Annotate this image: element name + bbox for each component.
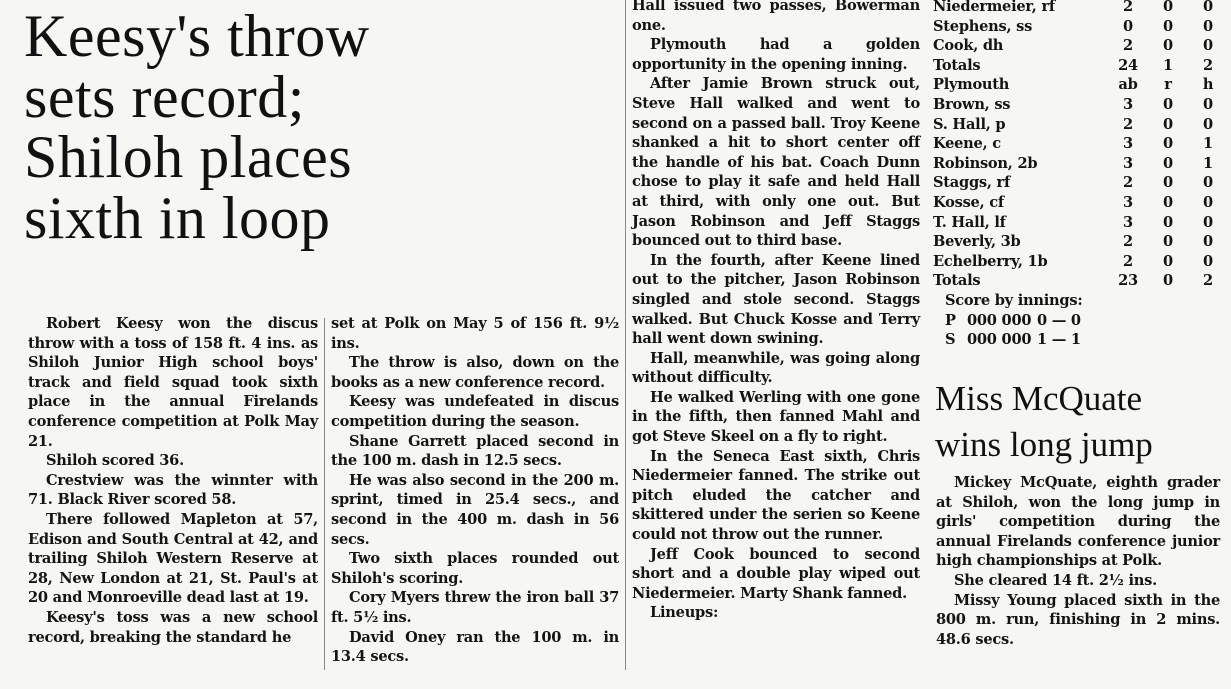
stat-r: 0 — [1163, 0, 1173, 15]
stat-r: 0 — [1163, 135, 1173, 153]
player-name: S. Hall, p — [933, 115, 1006, 133]
box-team-header — [930, 75, 1230, 95]
box-row — [930, 173, 1230, 193]
stat-ab: 3 — [1123, 154, 1133, 172]
stat-r: 0 — [1163, 193, 1173, 211]
paragraph: Jeff Cook bounced to second short and a double play wiped out Niedermeier. Marty Shank fanned. — [632, 545, 920, 602]
box-row — [930, 36, 1230, 56]
paragraph: Hall, meanwhile, was going along without difficulty. — [632, 349, 920, 387]
stat-r: 0 — [1163, 17, 1173, 35]
stat-h: 1 — [1203, 154, 1213, 172]
player-name: T. Hall, lf — [933, 213, 1006, 231]
paragraph: Two sixth places rounded out Shiloh's scoring. — [331, 550, 619, 587]
article-column-3 — [632, 0, 920, 623]
player-name: Cook, dh — [933, 37, 1004, 55]
main-headline — [24, 3, 494, 251]
score-line — [945, 311, 1230, 331]
team-name: Plymouth — [933, 76, 1010, 94]
stat-r: 0 — [1163, 213, 1173, 231]
paragraph: She cleared 14 ft. 2½ ins. — [954, 571, 1157, 589]
score-line — [945, 330, 1230, 350]
box-row — [930, 193, 1230, 213]
stat-h: 0 — [1203, 193, 1213, 211]
stat-h: 0 — [1203, 115, 1213, 133]
team-initial: P — [945, 311, 956, 329]
box-score — [930, 0, 1230, 350]
stat-ab: 2 — [1123, 252, 1133, 270]
player-name: Totals — [933, 272, 981, 290]
stat-r: 0 — [1163, 95, 1173, 113]
stat-ab: 2 — [1123, 0, 1133, 15]
box-row — [930, 154, 1230, 174]
stat-ab: 2 — [1123, 233, 1133, 251]
stat-h: 2 — [1203, 56, 1213, 74]
column-divider — [625, 0, 626, 670]
player-name: Kosse, cf — [933, 193, 1004, 211]
innings: 000 000 — [967, 331, 1032, 349]
paragraph: Crestview was the winnter with 71. Black River scored 58. — [28, 471, 318, 509]
stat-r: 0 — [1163, 37, 1173, 55]
final-score: 1 — 1 — [1037, 331, 1081, 349]
headline-line: Keesy's throw — [24, 3, 370, 69]
player-name: Beverly, 3b — [933, 233, 1021, 251]
stat-r: 0 — [1163, 115, 1173, 133]
stat-ab: 3 — [1123, 135, 1133, 153]
paragraph: He walked Werling with one gone in the fifth, then fanned Mahl and got Steve Skeel on a fly to right. — [632, 388, 920, 446]
paragraph: Keesy's toss was a new school record, breaking the standard he — [28, 608, 318, 646]
box-row — [930, 232, 1230, 252]
paragraph: The throw is also, down on the books as a new conference record. — [331, 354, 619, 391]
paragraph: Mickey McQuate, eighth grader at Shiloh, won the long jump in girls' competition during the annual Firelands conference junior high championships at Polk. — [936, 474, 1220, 570]
header-h: h — [1202, 76, 1214, 94]
paragraph: Plymouth had a golden opportunity in the opening inning. — [632, 36, 920, 73]
article-column-4 — [936, 473, 1220, 649]
score-by-innings — [930, 291, 1230, 350]
paragraph: Missy Young placed sixth in the 800 m. run, finishing in 2 mins. 48.6 secs. — [936, 591, 1220, 648]
stat-ab: 3 — [1123, 213, 1133, 231]
box-row — [930, 134, 1230, 154]
player-name: Robinson, 2b — [933, 154, 1038, 172]
stat-r: 0 — [1163, 174, 1173, 192]
paragraph: Shiloh scored 36. — [46, 452, 184, 470]
stat-ab: 2 — [1123, 115, 1133, 133]
paragraph: Shane Garrett placed second in the 100 m. dash in 12.5 secs. — [331, 432, 619, 470]
box-row — [930, 115, 1230, 135]
header-r: r — [1164, 76, 1172, 94]
paragraph: In the Seneca East sixth, Chris Niedermeier fanned. The strike out pitch eluded the catcher and skittered under the serien so Keene could not throw out the runner. — [632, 447, 920, 544]
box-row — [930, 0, 1230, 17]
paragraph: Lineups: — [650, 604, 719, 622]
headline-line: Shiloh places — [24, 124, 353, 190]
paragraph: In the fourth, after Keene lined out to the pitcher, Jason Robinson singled and stole second. Staggs walked. But Chuck Kosse and Terry hall went down swining. — [632, 251, 920, 348]
stat-h: 0 — [1203, 95, 1213, 113]
stat-h: 0 — [1203, 174, 1213, 192]
stat-r: 1 — [1163, 56, 1173, 74]
second-headline — [935, 376, 1230, 468]
box-row — [930, 95, 1230, 115]
paragraph: Hall issued two passes, Bowerman one. — [632, 0, 920, 34]
final-score: 0 — 0 — [1037, 311, 1081, 329]
player-name: Totals — [933, 56, 981, 74]
stat-r: 0 — [1163, 252, 1173, 270]
box-row — [930, 17, 1230, 37]
stat-ab: 2 — [1123, 37, 1133, 55]
header-ab: ab — [1118, 76, 1138, 94]
stat-ab: 24 — [1118, 56, 1138, 74]
stat-ab: 3 — [1123, 193, 1133, 211]
stat-ab: 23 — [1118, 272, 1138, 290]
paragraph: After Jamie Brown struck out, Steve Hall walked and went to second on a passed ball. Troy Keene shanked a hit to short center off the handle of his bat. Coach Dunn chose to play it safe and held Hall at third, with only one out. But Jason Robinson and Jeff Staggs bounced out to third base. — [632, 75, 920, 250]
box-row-totals — [930, 271, 1230, 291]
column-divider — [324, 318, 325, 670]
stat-r: 0 — [1163, 233, 1173, 251]
stat-h: 1 — [1203, 135, 1213, 153]
box-row — [930, 213, 1230, 233]
player-name: Stephens, ss — [933, 17, 1033, 35]
stat-ab: 0 — [1123, 17, 1133, 35]
headline-line: Miss McQuate — [935, 379, 1143, 418]
stat-ab: 2 — [1123, 174, 1133, 192]
stat-h: 0 — [1203, 252, 1213, 270]
paragraph: There followed Mapleton at 57, Edison and South Central at 42, and trailing Shiloh Western Reserve at 28, New London at 21, St. Paul's at 20 and Monroeville dead last at 19. — [28, 510, 318, 607]
article-column-1 — [28, 314, 318, 647]
player-name: Echelberry, 1b — [933, 252, 1048, 270]
stat-h: 0 — [1203, 37, 1213, 55]
paragraph: Cory Myers threw the iron ball 37 ft. 5½ ins. — [331, 589, 619, 626]
player-name: Keene, c — [933, 135, 1001, 153]
team-initial: S — [945, 331, 956, 349]
paragraph: He was also second in the 200 m. sprint, timed in 25.4 secs., and second in the 400 m. dash in 56 secs. — [331, 471, 619, 548]
stat-h: 2 — [1203, 272, 1213, 290]
player-name: Brown, ss — [933, 95, 1011, 113]
box-row-totals — [930, 56, 1230, 76]
stat-h: 0 — [1203, 233, 1213, 251]
stat-ab: 3 — [1123, 95, 1133, 113]
paragraph: Robert Keesy won the discus throw with a toss of 158 ft. 4 ins. as Shiloh Junior High school boys' track and field squad took sixth place in the annual Firelands conference competition at Polk May 21. — [28, 315, 318, 450]
headline-line: wins long jump — [935, 425, 1153, 464]
stat-h: 0 — [1203, 0, 1213, 15]
paragraph: Keesy was undefeated in discus competition during the season. — [331, 393, 619, 430]
stat-h: 0 — [1203, 17, 1213, 35]
paragraph: set at Polk on May 5 of 156 ft. 9½ ins. — [331, 315, 619, 352]
headline-line: sets record; — [24, 63, 305, 130]
stat-r: 0 — [1163, 272, 1173, 290]
paragraph: David Oney ran the 100 m. in 13.4 secs. — [331, 628, 619, 666]
innings: 000 000 — [967, 311, 1032, 329]
article-column-2 — [331, 314, 619, 667]
player-name: Staggs, rf — [933, 174, 1010, 192]
box-row — [930, 252, 1230, 272]
headline-line: sixth in loop — [24, 184, 331, 251]
stat-r: 0 — [1163, 154, 1173, 172]
score-title: Score by innings: — [945, 291, 1083, 309]
player-name: Niedermeier, rf — [933, 0, 1055, 15]
stat-h: 0 — [1203, 213, 1213, 231]
